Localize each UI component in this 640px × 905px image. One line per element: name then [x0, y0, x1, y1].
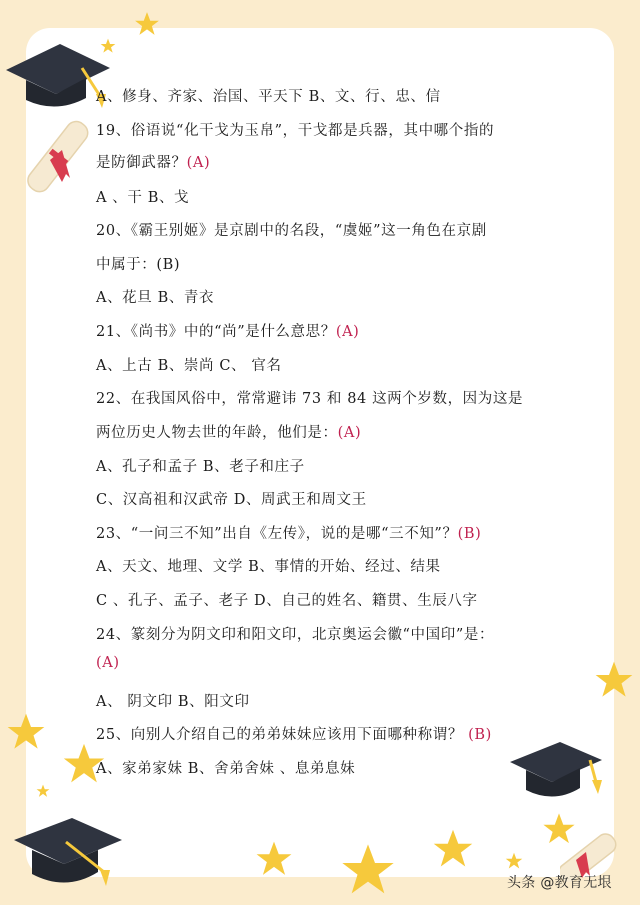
watermark-text: 头条 @教育无垠: [507, 875, 612, 891]
star-icon: [6, 712, 46, 752]
star-icon: [36, 784, 50, 798]
option-line: C 、孔子、孟子、老子 D、自己的姓名、籍贯、生辰八字: [96, 593, 478, 609]
question-line: 中属于：(B): [96, 257, 181, 273]
question-line: [96, 655, 120, 671]
answer-mark: (A): [337, 425, 362, 441]
option-line: A、 阴文印 B、阳文印: [96, 694, 250, 710]
question-line: 21、《尚书》中的“尚”是什么意思？(A): [96, 324, 360, 340]
question-line: 22、在我国风俗中，常常避讳 73 和 84 这两个岁数，因为这是: [96, 391, 524, 407]
star-icon: [255, 840, 293, 878]
question-line: 20、《霸王别姬》是京剧中的名段，“虞姬”这一角色在京剧: [96, 223, 487, 239]
graduation-cap-icon: [12, 812, 124, 894]
option-line: A、上古 B、崇尚 C、 官名: [96, 358, 282, 374]
question-line: 23、“一问三不知”出自《左传》，说的是哪“三不知”？(B): [96, 526, 482, 542]
option-line: C、汉高祖和汉武帝 D、周武王和周文王: [96, 492, 367, 508]
option-line: A、孔子和孟子 B、老子和庄子: [96, 459, 305, 475]
star-icon: [432, 828, 474, 870]
question-line: 19、俗语说“化干戈为玉帛”，干戈都是兵器，其中哪个指的: [96, 123, 495, 139]
diploma-scroll-icon: [22, 120, 94, 196]
option-line: A、天文、地理、文学 B、事情的开始、经过、结果: [96, 559, 441, 575]
option-line: A、家弟家妹 B、舍弟舍妹 、息弟息妹: [96, 761, 356, 777]
option-line: A、花旦 B、青衣: [96, 290, 215, 306]
star-icon: [505, 852, 523, 870]
answer-mark: (A): [96, 655, 120, 671]
question-line: 24、篆刻分为阴文印和阳文印，北京奥运会徽“中国印”是：: [96, 627, 495, 643]
answer-mark: (A): [335, 324, 360, 340]
graduation-cap-icon: [508, 738, 604, 808]
star-icon: [134, 11, 160, 37]
star-icon: [340, 842, 396, 898]
question-line: 25、向别人介绍自己的弟弟妹妹应该用下面哪种称谓？ (B): [96, 727, 492, 743]
answer-mark: (B): [457, 526, 482, 542]
option-line: A、修身、齐家、治国、平天下 B、文、行、忠、信: [96, 89, 441, 105]
question-line: 两位历史人物去世的年龄，他们是：(A): [96, 425, 362, 441]
answer-mark: (B): [468, 727, 492, 743]
answer-mark: (A): [186, 155, 211, 171]
option-line: A 、干 B、戈: [96, 190, 190, 206]
question-line: 是防御武器？(A): [96, 155, 211, 171]
star-icon: [594, 660, 634, 700]
